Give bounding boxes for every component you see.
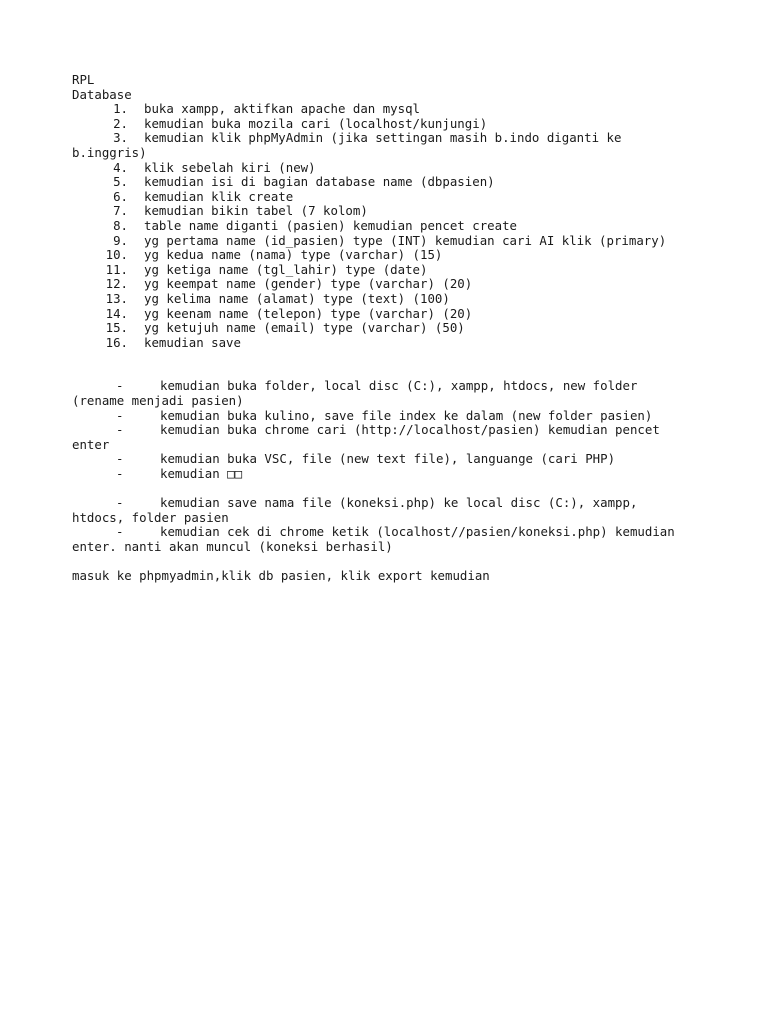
bullet-text: kemudian buka VSC, file (new text file), languange (cari PHP) [160,451,616,467]
list-item [72,452,712,467]
list-item [72,307,712,322]
list-item [72,219,712,234]
bullet-mark: - [116,495,124,511]
step-number: 13. [105,290,128,306]
step-text: yg kedua name (nama) type (varchar) (15) [144,247,443,263]
list-item [72,175,712,190]
blank-line [72,555,712,570]
step-number: 7. [113,203,128,219]
bullet-text: kemudian save nama file (koneksi.php) ke local disc (C:), xampp, [160,495,638,511]
step-text: kemudian buka mozila cari (localhost/kunjungi) [144,115,488,131]
document-page [72,73,712,584]
step-text: yg ketujuh name (email) type (varchar) (50) [144,320,465,336]
footer-paragraph: masuk ke phpmyadmin,klik db pasien, klik export kemudian [72,568,490,584]
list-item [72,248,712,263]
doc-heading-database: Database [72,86,132,102]
list-item [72,496,712,511]
list-item [72,263,712,278]
step-number: 14. [105,305,128,321]
list-item [72,277,712,292]
list-item [72,204,712,219]
step-text: yg keempat name (gender) type (varchar) (20) [144,276,473,292]
step-text: yg kelima name (alamat) type (text) (100) [144,290,450,306]
bullet-text: kemudian buka kulino, save file index ke dalam (new folder pasien) [160,407,653,423]
numbered-steps-list [72,102,712,350]
step-text: kemudian klik create [144,188,294,204]
list-item [72,292,712,307]
step-number: 1. [113,101,128,117]
list-item [72,190,712,205]
step-text: yg ketiga name (tgl_lahir) type (date) [144,261,428,277]
step-number: 5. [113,174,128,190]
step-text: kemudian isi di bagian database name (dbpasien) [144,174,495,190]
step-text: klik sebelah kiri (new) [144,159,316,175]
step-text: kemudian bikin tabel (7 kolom) [144,203,368,219]
bullet-continuation: enter [72,436,110,452]
step-number: 9. [113,232,128,248]
bullet-text: kemudian buka chrome cari (http://localhost/pasien) kemudian pencet [160,422,660,438]
bullet-continuation: enter. nanti akan muncul (koneksi berhasil) [72,539,393,554]
list-item [72,409,712,424]
blank-line [72,365,712,380]
list-item [72,102,712,117]
step-text: buka xampp, aktifkan apache dan mysql [144,101,421,117]
bullet-list-b [72,496,712,554]
bullet-list-a [72,379,712,481]
bullet-mark: - [116,422,124,438]
blank-line [72,350,712,365]
list-item [72,131,712,146]
list-item [72,161,712,176]
step-continuation: b.inggris) [72,144,147,160]
step-number: 2. [113,115,128,131]
doc-heading-rpl: RPL [72,72,95,87]
step-number: 8. [113,217,128,233]
step-number: 15. [105,320,128,336]
step-number: 6. [113,188,128,204]
bullet-text: kemudian □□ [160,466,243,482]
step-number: 11. [105,261,128,277]
list-item [72,423,712,438]
step-text: table name diganti (pasien) kemudian pencet create [144,217,517,233]
step-text: yg pertama name (id_pasien) type (INT) kemudian cari AI klik (primary) [144,232,667,248]
list-item [72,336,712,351]
step-number: 12. [105,276,128,292]
step-text: kemudian klik phpMyAdmin (jika settingan masih b.indo diganti ke [144,130,622,146]
step-number: 16. [105,334,128,350]
list-item [72,117,712,132]
list-item [72,321,712,336]
step-number: 3. [113,130,128,146]
blank-line [72,482,712,497]
step-text: kemudian save [144,334,241,350]
list-item [72,467,712,482]
bullet-mark: - [116,466,124,482]
bullet-text: kemudian cek di chrome ketik (localhost//pasien/koneksi.php) kemudian [160,524,675,540]
step-number: 10. [105,247,128,263]
list-item [72,379,712,394]
list-item [72,525,712,540]
bullet-mark: - [116,451,124,467]
bullet-continuation: (rename menjadi pasien) [72,393,244,409]
list-item [72,234,712,249]
step-text: yg keenam name (telepon) type (varchar) (20) [144,305,473,321]
bullet-continuation: htdocs, folder pasien [72,509,229,525]
bullet-mark: - [116,407,124,423]
step-number: 4. [113,159,128,175]
bullet-mark: - [116,524,124,540]
bullet-text: kemudian buka folder, local disc (C:), xampp, htdocs, new folder [160,378,638,394]
bullet-mark: - [116,378,124,394]
